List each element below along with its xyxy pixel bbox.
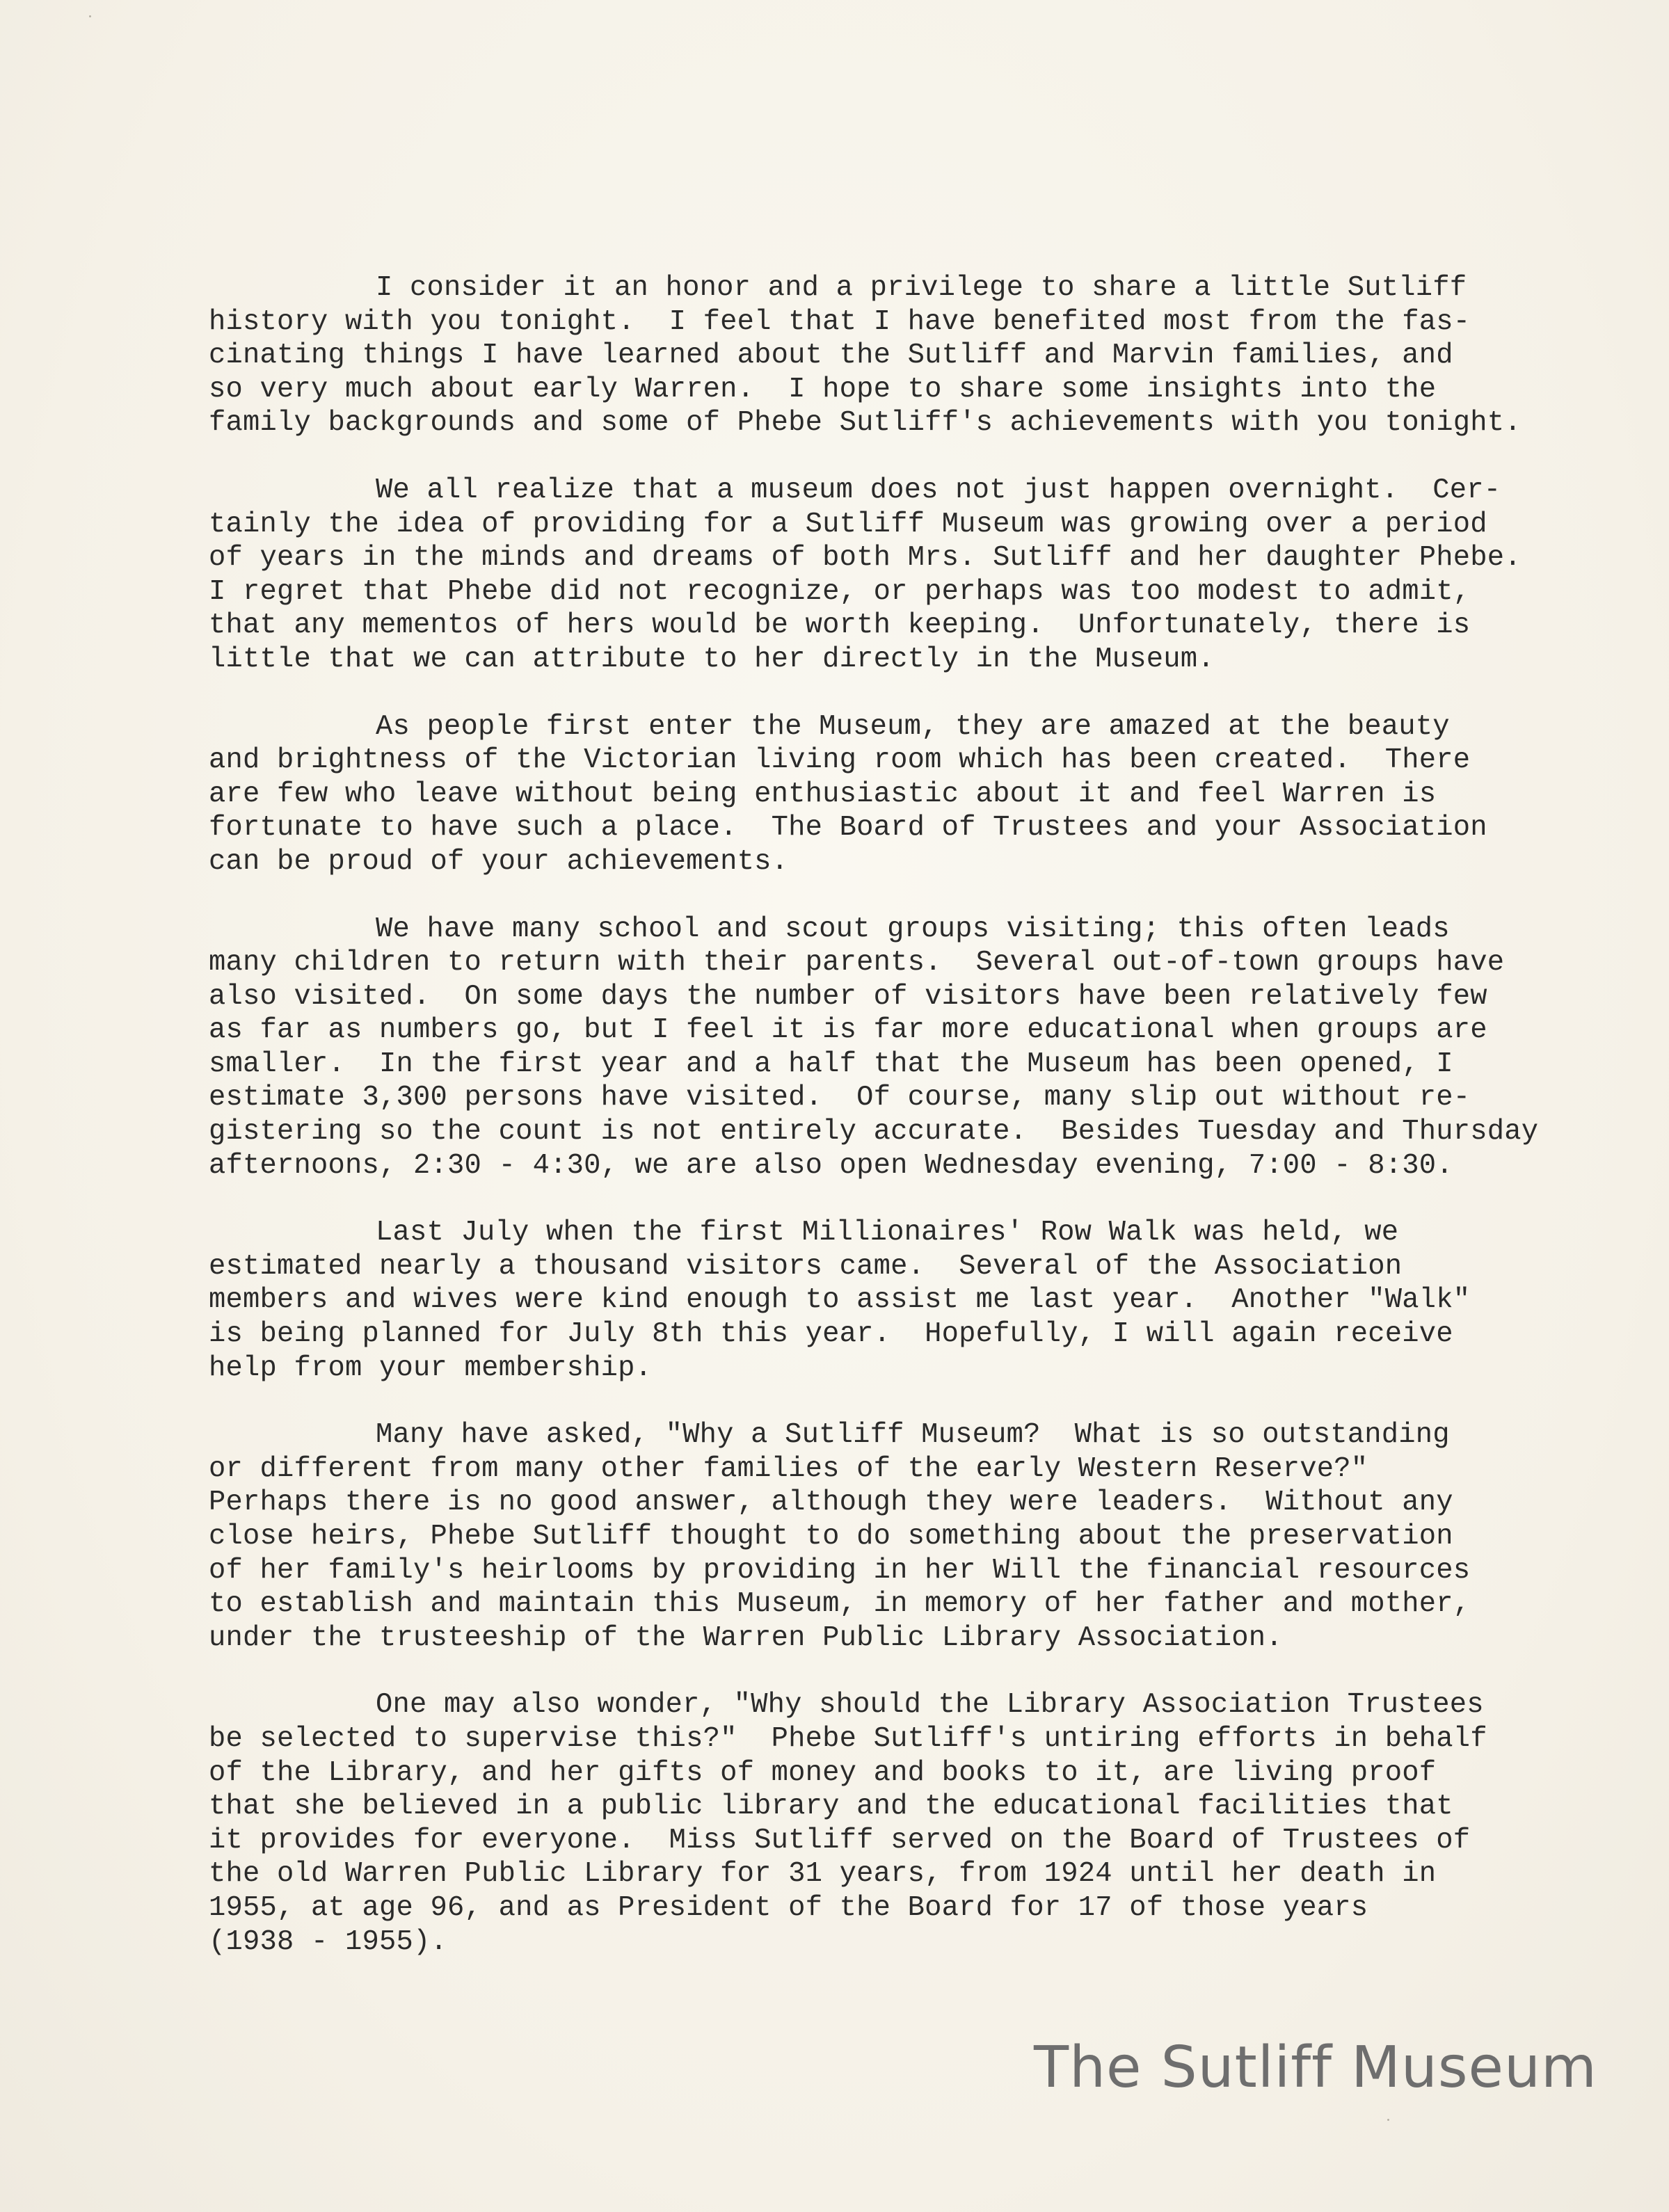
text-line: I regret that Phebe did not recognize, or perhaps was too modest to admit, xyxy=(209,575,1471,608)
text-line: can be proud of your achievements. xyxy=(209,845,789,878)
paragraph-why-museum xyxy=(209,1418,1544,1655)
text-line: of the Library, and her gifts of money and books to it, are living proof xyxy=(209,1756,1437,1789)
text-line: and brightness of the Victorian living room which has been created. There xyxy=(209,744,1471,777)
text-line: be selected to supervise this?" Phebe Sutliff's untiring efforts in behalf xyxy=(209,1722,1487,1755)
paragraph-millionaires-row-walk xyxy=(209,1216,1544,1385)
text-line: to establish and maintain this Museum, in memory of her father and mother, xyxy=(209,1588,1471,1621)
paragraph-introduction xyxy=(209,271,1544,440)
text-line: help from your membership. xyxy=(209,1352,653,1384)
text-line: One may also wonder, "Why should the Library Association Trustees xyxy=(376,1689,1484,1722)
text-line: or different from many other families of the early Western Reserve?" xyxy=(209,1452,1368,1485)
text-line: also visited. On some days the number of visitors have been relatively few xyxy=(209,980,1487,1013)
paragraph-museum-origins xyxy=(209,474,1544,677)
text-line: fortunate to have such a place. The Board of Trustees and your Association xyxy=(209,812,1487,844)
text-line: cinating things I have learned about the Sutliff and Marvin families, and xyxy=(209,339,1453,372)
paragraph-visitors xyxy=(209,913,1544,1183)
text-line: Last July when the first Millionaires' Row Walk was held, we xyxy=(376,1217,1399,1249)
sutliff-museum-watermark: The Sutliff Museum xyxy=(1034,2035,1597,2101)
text-line: close heirs, Phebe Sutliff thought to do something about the preservation xyxy=(209,1521,1453,1553)
text-line: is being planned for July 8th this year. Hopefully, I will again receive xyxy=(209,1318,1453,1351)
paper-speck xyxy=(1387,2119,1389,2121)
text-line: family backgrounds and some of Phebe Sutliff's achievements with you tonight. xyxy=(209,407,1522,440)
text-line: We have many school and scout groups visiting; this often leads xyxy=(376,913,1450,945)
text-line: of her family's heirlooms by providing in her Will the financial resources xyxy=(209,1554,1471,1587)
text-line: it provides for everyone. Miss Sutliff served on the Board of Trustees of xyxy=(209,1824,1471,1857)
text-line: (1938 - 1955). xyxy=(209,1925,448,1958)
text-line: Perhaps there is no good answer, although they were leaders. Without any xyxy=(209,1486,1453,1519)
text-line: We all realize that a museum does not just happen overnight. Cer- xyxy=(376,474,1501,506)
text-line: under the trusteeship of the Warren Public Library Association. xyxy=(209,1621,1283,1654)
text-line: so very much about early Warren. I hope to share some insights into the xyxy=(209,373,1437,406)
text-line: as far as numbers go, but I feel it is far more educational when groups are xyxy=(209,1014,1487,1047)
text-line: smaller. In the first year and a half that the Museum has been opened, I xyxy=(209,1048,1453,1080)
text-line: As people first enter the Museum, they are amazed at the beauty xyxy=(376,710,1450,743)
text-line: I consider it an honor and a privilege to share a little Sutliff xyxy=(376,272,1467,304)
text-line: estimate 3,300 persons have visited. Of course, many slip out without re- xyxy=(209,1082,1471,1114)
text-line: history with you tonight. I feel that I have benefited most from the fas- xyxy=(209,305,1471,338)
text-line: of years in the minds and dreams of both Mrs. Sutliff and her daughter Phebe. xyxy=(209,542,1522,575)
text-line: many children to return with their parents. Several out-of-town groups have xyxy=(209,947,1505,979)
document-body xyxy=(209,271,1544,1992)
text-line: afternoons, 2:30 - 4:30, we are also open Wednesday evening, 7:00 - 8:30. xyxy=(209,1149,1453,1182)
paper-speck xyxy=(89,15,91,17)
text-line: gistering so the count is not entirely accurate. Besides Tuesday and Thursday xyxy=(209,1116,1539,1148)
text-line: that she believed in a public library and the educational facilities that xyxy=(209,1790,1453,1823)
text-line: 1955, at age 96, and as President of the Board for 17 of those years xyxy=(209,1891,1368,1924)
paragraph-library-trustees xyxy=(209,1688,1544,1959)
paragraph-living-room xyxy=(209,710,1544,879)
text-line: members and wives were kind enough to assist me last year. Another "Walk" xyxy=(209,1284,1471,1317)
text-line: are few who leave without being enthusiastic about it and feel Warren is xyxy=(209,778,1437,810)
text-line: Many have asked, "Why a Sutliff Museum? What is so outstanding xyxy=(376,1419,1450,1452)
text-line: the old Warren Public Library for 31 years, from 1924 until her death in xyxy=(209,1858,1437,1891)
text-line: tainly the idea of providing for a Sutliff Museum was growing over a period xyxy=(209,508,1487,540)
text-line: estimated nearly a thousand visitors came. Several of the Association xyxy=(209,1250,1403,1283)
text-line: little that we can attribute to her directly in the Museum. xyxy=(209,643,1215,675)
text-line: that any mementos of hers would be worth keeping. Unfortunately, there is xyxy=(209,609,1471,642)
